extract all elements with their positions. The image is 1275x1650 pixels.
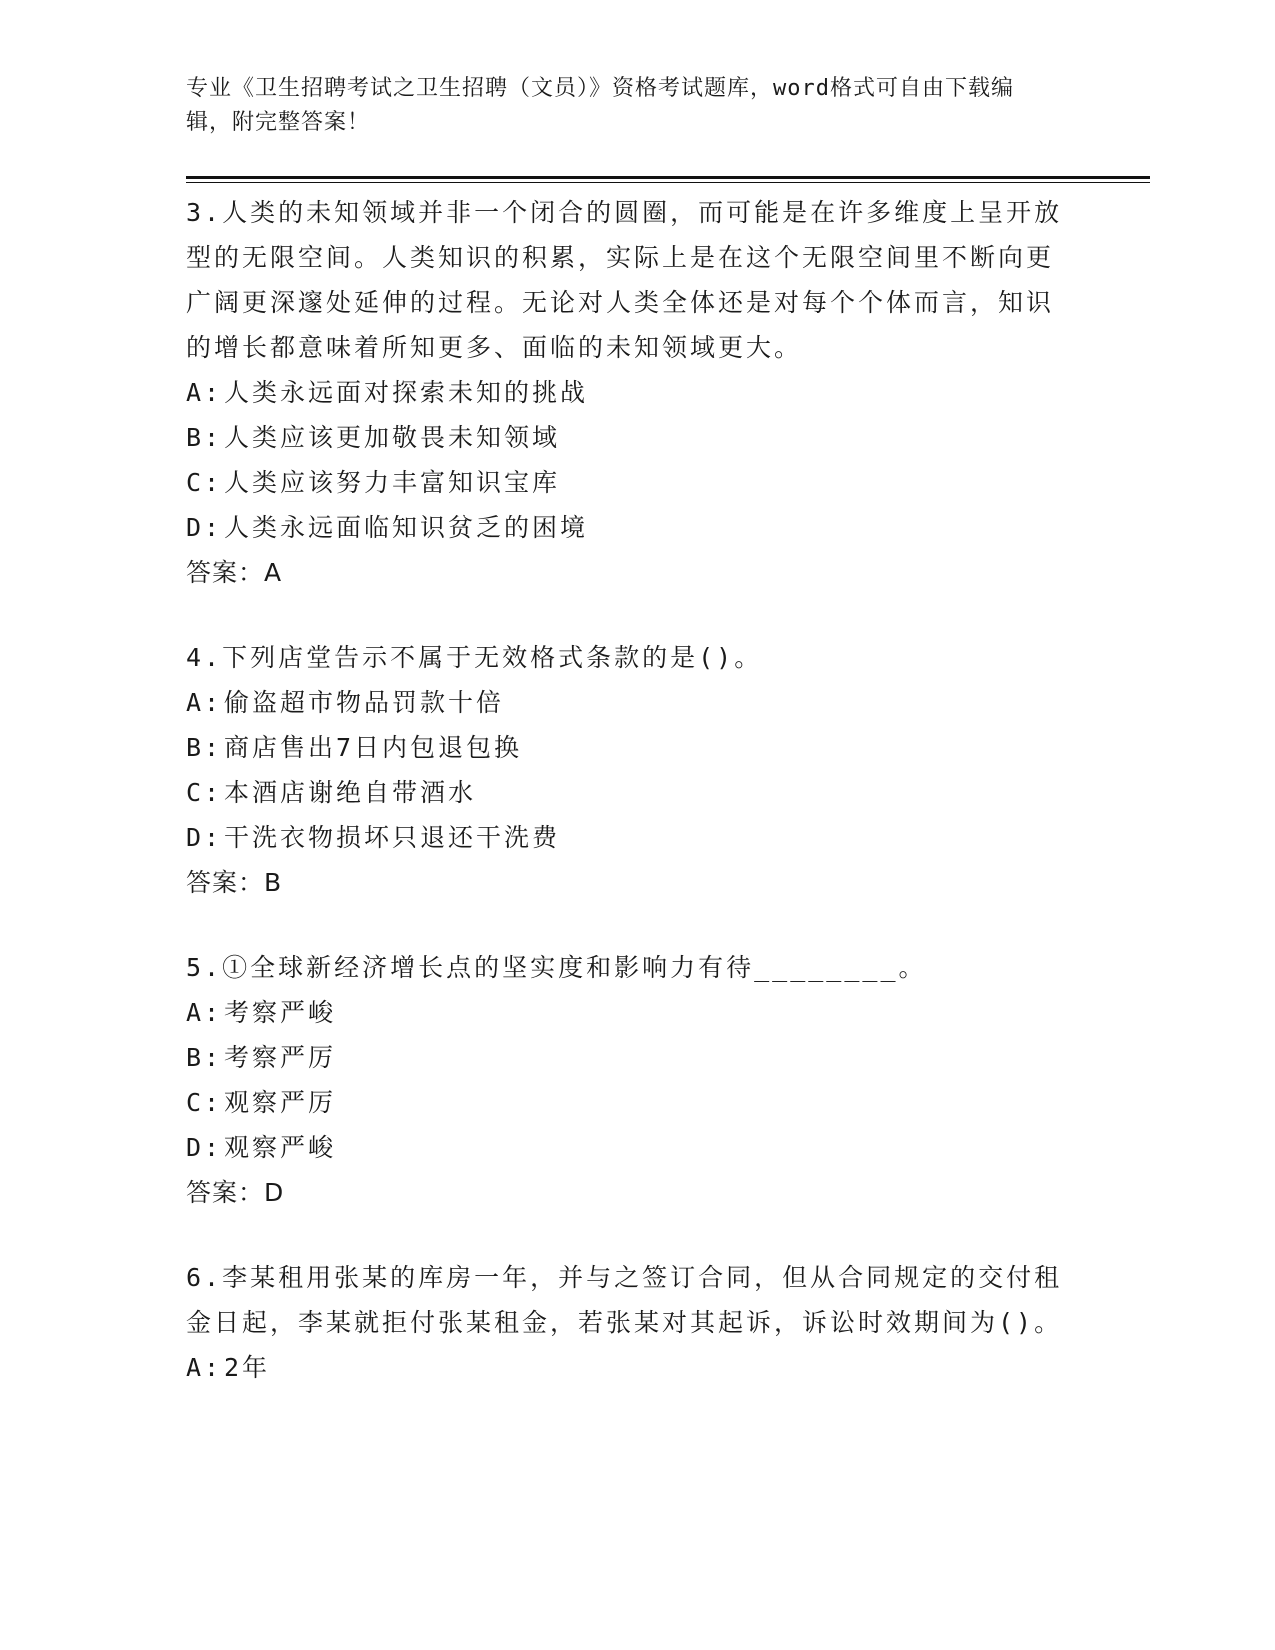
header-divider-thick [186,176,1150,179]
option-letter: C: [186,468,223,497]
option-text: 人类永远面对探索未知的挑战 [224,378,589,407]
option-text: 2年 [224,1353,271,1382]
option-text: 观察严峻 [224,1133,337,1162]
question-4 [186,635,1066,905]
option-text: 考察严峻 [224,998,337,1027]
question-stem: 6.李某租用张某的库房一年，并与之签订合同，但从合同规定的交付租金日起，李某就拒付张某租金，若张某对其起诉，诉讼时效期间为()。 [186,1263,1063,1337]
question-3 [186,190,1066,595]
option-letter: B: [186,733,223,762]
question-stem: 3.人类的未知领域并非一个闭合的圆圈，而可能是在许多维度上呈开放型的无限空间。人类知识的积累，实际上是在这个无限空间里不断向更广阔更深邃处延伸的过程。无论对人类全体还是对每个个体而言，知识的增长都意味着所知更多、面临的未知领域更大。 [186,198,1063,362]
option-d [186,1125,1066,1170]
option-text: 偷盗超市物品罚款十倍 [224,688,505,717]
option-letter: B: [186,1043,223,1072]
option-letter: A: [186,998,223,1027]
question-5 [186,945,1066,1215]
option-a [186,680,1066,725]
option-text: 观察严厉 [224,1088,337,1117]
option-a [186,370,1066,415]
option-letter: D: [186,1133,223,1162]
option-d [186,505,1066,550]
option-letter: A: [186,688,223,717]
answer-line: 答案：A [186,558,283,587]
option-c [186,460,1066,505]
option-text: 人类永远面临知识贫乏的困境 [224,513,589,542]
question-stem: 4.下列店堂告示不属于无效格式条款的是()。 [186,643,763,672]
option-a [186,1345,1066,1390]
option-letter: D: [186,823,223,852]
option-letter: B: [186,423,223,452]
header-divider-thin [186,182,1150,183]
answer-line: 答案：D [186,1178,285,1207]
option-letter: D: [186,513,223,542]
option-b [186,415,1066,460]
question-6 [186,1255,1066,1390]
option-letter: A: [186,1353,223,1382]
option-a [186,990,1066,1035]
option-c [186,770,1066,815]
option-letter: C: [186,1088,223,1117]
question-list [186,190,1066,1430]
option-letter: C: [186,778,223,807]
option-text: 干洗衣物损坏只退还干洗费 [224,823,561,852]
option-text: 考察严厉 [224,1043,337,1072]
option-letter: A: [186,378,223,407]
option-text: 人类应该更加敬畏未知领域 [224,423,561,452]
question-stem: 5.①全球新经济增长点的坚实度和影响力有待________。 [186,953,927,982]
answer-line: 答案：B [186,868,283,897]
option-text: 人类应该努力丰富知识宝库 [224,468,561,497]
option-b [186,1035,1066,1080]
option-d [186,815,1066,860]
option-text: 商店售出7日内包退包换 [224,733,523,762]
option-b [186,725,1066,770]
document-header-title: 专业《卫生招聘考试之卫生招聘（文员）》资格考试题库，word格式可自由下载编辑，附完整答案！ [186,76,1014,135]
option-text: 本酒店谢绝自带酒水 [224,778,477,807]
option-c [186,1080,1066,1125]
